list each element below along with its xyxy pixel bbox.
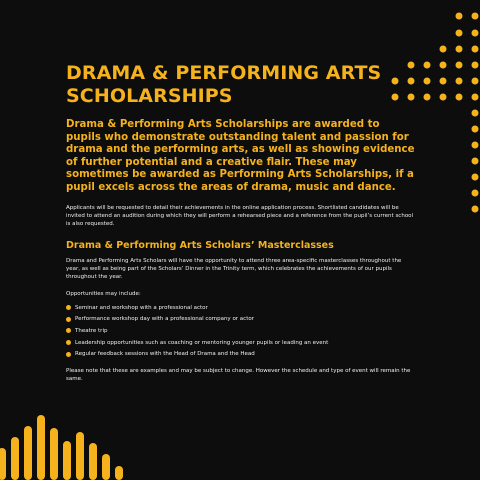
dot xyxy=(472,94,479,101)
dot xyxy=(472,190,479,197)
intro-paragraph: Drama & Performing Arts Scholarships are awarded to pupils who demonstrate outstanding talent and passion for drama and the performing arts, as well as showing evidence of further potential and a creative flair. These may sometimes be awarded as Performing Arts Scholarships, if a pupil excels across the areas of drama, music and dance. xyxy=(66,119,415,193)
opportunities-list xyxy=(66,304,416,359)
scholarship-section xyxy=(66,62,416,383)
list-item: Performance workshop day with a professional company or actor xyxy=(66,315,416,323)
dot xyxy=(456,94,463,101)
dot xyxy=(456,30,463,37)
opportunities-label: Opportunities may include: xyxy=(66,290,141,297)
list-item: Regular feedback sessions with the Head of Drama and the Head xyxy=(66,350,416,358)
dot xyxy=(472,78,479,85)
note-paragraph: Please note that these are examples and may be subject to change. However the schedule and type of event will remain the same. xyxy=(66,368,411,383)
stripe xyxy=(0,448,6,480)
masterclasses-paragraph: Drama and Performing Arts Scholars will have the opportunity to attend three area-specific masterclasses throughout the year, as well as being part of the Scholars’ Dinner in the Trinity term, which celebrates the achievements of our pupils throughout the year. xyxy=(66,257,402,280)
bullet-icon xyxy=(66,317,71,322)
stripe xyxy=(63,441,71,480)
dot xyxy=(440,78,447,85)
list-item: Seminar and workshop with a professional actor xyxy=(66,304,416,312)
dot xyxy=(472,62,479,69)
dot xyxy=(440,94,447,101)
dot xyxy=(424,94,431,101)
stripe xyxy=(102,454,110,480)
stripe xyxy=(24,426,32,480)
stripe xyxy=(115,466,123,480)
dot xyxy=(424,78,431,85)
dot xyxy=(472,30,479,37)
stripe xyxy=(37,415,45,480)
masterclasses-heading: Drama & Performing Arts Scholars’ Masterclasses xyxy=(66,239,334,251)
stripe xyxy=(50,428,58,480)
dot xyxy=(440,62,447,69)
dot xyxy=(472,206,479,213)
dot xyxy=(472,142,479,149)
dot xyxy=(456,62,463,69)
title-line-1: DRAMA & PERFORMING ARTS xyxy=(66,62,382,84)
dot xyxy=(456,46,463,53)
stripe xyxy=(89,443,97,480)
dot xyxy=(440,46,447,53)
stripe xyxy=(11,437,19,480)
bullet-icon xyxy=(66,352,71,357)
title-line-2: SCHOLARSHIPS xyxy=(66,85,233,107)
applicants-paragraph: Applicants will be requested to detail their achievements in the online application process. Shortlisted candidates will be invited to attend an audition during which they will perform a rehearsed piece and a reference from the pupil’s current school is also requested. xyxy=(66,204,414,227)
dot xyxy=(424,62,431,69)
page-title xyxy=(66,62,416,108)
bullet-icon xyxy=(66,305,71,310)
dot xyxy=(472,174,479,181)
dot xyxy=(472,110,479,117)
dot xyxy=(456,78,463,85)
list-item: Leadership opportunities such as coaching or mentoring younger pupils or leading an event xyxy=(66,339,416,347)
list-item: Theatre trip xyxy=(66,327,416,335)
stripes xyxy=(0,415,123,480)
bullet-icon xyxy=(66,328,71,333)
bullet-icon xyxy=(66,340,71,345)
dot xyxy=(472,126,479,133)
stripe xyxy=(76,432,84,480)
dot xyxy=(472,46,479,53)
dot xyxy=(472,13,479,20)
dot xyxy=(456,13,463,20)
dot xyxy=(472,158,479,165)
